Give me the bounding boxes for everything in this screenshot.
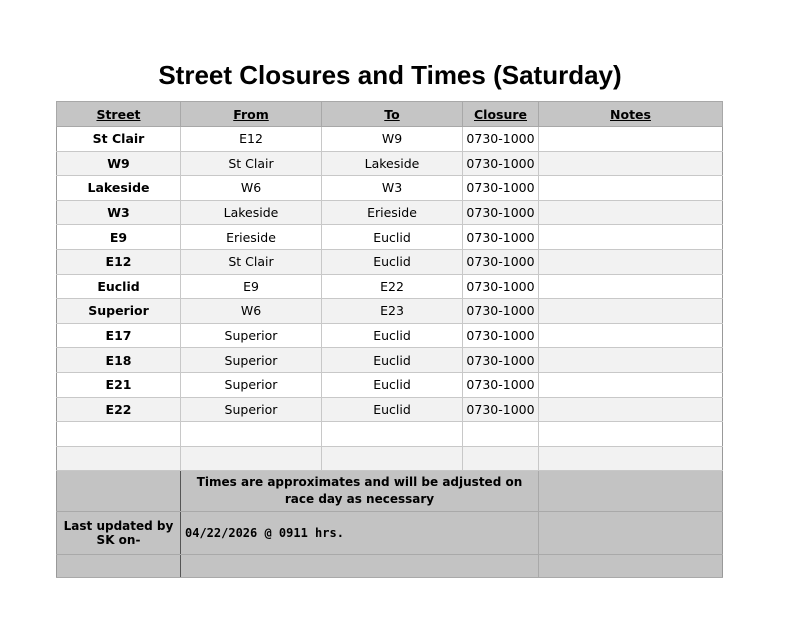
footer-notes-cell <box>539 471 723 512</box>
table-row <box>57 348 723 373</box>
cell-from: Superior <box>181 323 322 348</box>
cell-from: E12 <box>181 127 322 152</box>
cell-street: St Clair <box>57 127 181 152</box>
cell-closure: 0730-1000 <box>463 397 539 422</box>
cell-to <box>322 446 463 471</box>
table-row <box>57 127 723 152</box>
cell-to: Euclid <box>322 225 463 250</box>
table-row <box>57 200 723 225</box>
last-updated-value: 04/22/2026 @ 0911 hrs. <box>181 512 539 555</box>
cell-from: Lakeside <box>181 200 322 225</box>
last-updated-row <box>57 512 723 555</box>
cell-closure: 0730-1000 <box>463 151 539 176</box>
table-row <box>57 176 723 201</box>
cell-to: Euclid <box>322 372 463 397</box>
closures-table <box>56 101 723 578</box>
cell-notes <box>539 176 723 201</box>
cell-closure: 0730-1000 <box>463 348 539 373</box>
cell-closure: 0730-1000 <box>463 176 539 201</box>
column-header-closure: Closure <box>463 102 539 127</box>
cell-street: E21 <box>57 372 181 397</box>
last-updated-label: Last updated by SK on- <box>57 512 181 555</box>
table-row <box>57 397 723 422</box>
cell-from: Superior <box>181 397 322 422</box>
cell-from: Superior <box>181 348 322 373</box>
cell-from: Superior <box>181 372 322 397</box>
cell-closure: 0730-1000 <box>463 225 539 250</box>
cell-street: W9 <box>57 151 181 176</box>
table-row <box>57 422 723 447</box>
closures-body <box>57 127 723 471</box>
cell-from: W6 <box>181 176 322 201</box>
cell-from <box>181 446 322 471</box>
cell-closure <box>463 446 539 471</box>
page-title: Street Closures and Times (Saturday) <box>158 60 622 90</box>
cell-notes <box>539 200 723 225</box>
footer-blank-row <box>57 555 723 578</box>
cell-to: Euclid <box>322 348 463 373</box>
table-row <box>57 446 723 471</box>
column-header-to: To <box>322 102 463 127</box>
cell-to: Erieside <box>322 200 463 225</box>
cell-notes <box>539 127 723 152</box>
cell-from: W6 <box>181 299 322 324</box>
footer-blank-cell <box>181 555 539 578</box>
cell-from: St Clair <box>181 151 322 176</box>
table-row <box>57 299 723 324</box>
cell-to: W3 <box>322 176 463 201</box>
cell-notes <box>539 446 723 471</box>
table-row <box>57 274 723 299</box>
cell-notes <box>539 274 723 299</box>
cell-street <box>57 446 181 471</box>
table-row <box>57 151 723 176</box>
cell-from: St Clair <box>181 249 322 274</box>
cell-street: E18 <box>57 348 181 373</box>
cell-street: W3 <box>57 200 181 225</box>
cell-to: Euclid <box>322 323 463 348</box>
cell-notes <box>539 397 723 422</box>
table-row <box>57 249 723 274</box>
cell-to <box>322 422 463 447</box>
cell-to: Lakeside <box>322 151 463 176</box>
cell-street: Superior <box>57 299 181 324</box>
column-header-from: From <box>181 102 322 127</box>
table-row <box>57 225 723 250</box>
footer-blank-cell <box>539 555 723 578</box>
cell-closure: 0730-1000 <box>463 200 539 225</box>
cell-to: Euclid <box>322 397 463 422</box>
footer-notes-cell <box>539 512 723 555</box>
cell-to: E23 <box>322 299 463 324</box>
cell-closure: 0730-1000 <box>463 323 539 348</box>
cell-from <box>181 422 322 447</box>
cell-notes <box>539 422 723 447</box>
cell-notes <box>539 348 723 373</box>
column-header-street: Street <box>57 102 181 127</box>
cell-street: E12 <box>57 249 181 274</box>
cell-closure: 0730-1000 <box>463 249 539 274</box>
cell-notes <box>539 225 723 250</box>
cell-street: E9 <box>57 225 181 250</box>
footer-blank-cell <box>57 555 181 578</box>
cell-street: Euclid <box>57 274 181 299</box>
column-header-notes: Notes <box>539 102 723 127</box>
cell-closure <box>463 422 539 447</box>
cell-to: E22 <box>322 274 463 299</box>
cell-to: Euclid <box>322 249 463 274</box>
cell-notes <box>539 323 723 348</box>
note-row <box>57 471 723 512</box>
table-row <box>57 323 723 348</box>
table-row <box>57 372 723 397</box>
cell-street: E17 <box>57 323 181 348</box>
cell-from: Erieside <box>181 225 322 250</box>
cell-closure: 0730-1000 <box>463 274 539 299</box>
cell-notes <box>539 151 723 176</box>
cell-closure: 0730-1000 <box>463 372 539 397</box>
cell-notes <box>539 249 723 274</box>
cell-closure: 0730-1000 <box>463 299 539 324</box>
cell-street: Lakeside <box>57 176 181 201</box>
cell-closure: 0730-1000 <box>463 127 539 152</box>
footer-blank-cell <box>57 471 181 512</box>
cell-notes <box>539 299 723 324</box>
cell-street: E22 <box>57 397 181 422</box>
cell-street <box>57 422 181 447</box>
approximate-times-note: Times are approximates and will be adjusted on race day as necessary <box>181 471 539 512</box>
cell-from: E9 <box>181 274 322 299</box>
header-row <box>57 102 723 127</box>
cell-notes <box>539 372 723 397</box>
cell-to: W9 <box>322 127 463 152</box>
